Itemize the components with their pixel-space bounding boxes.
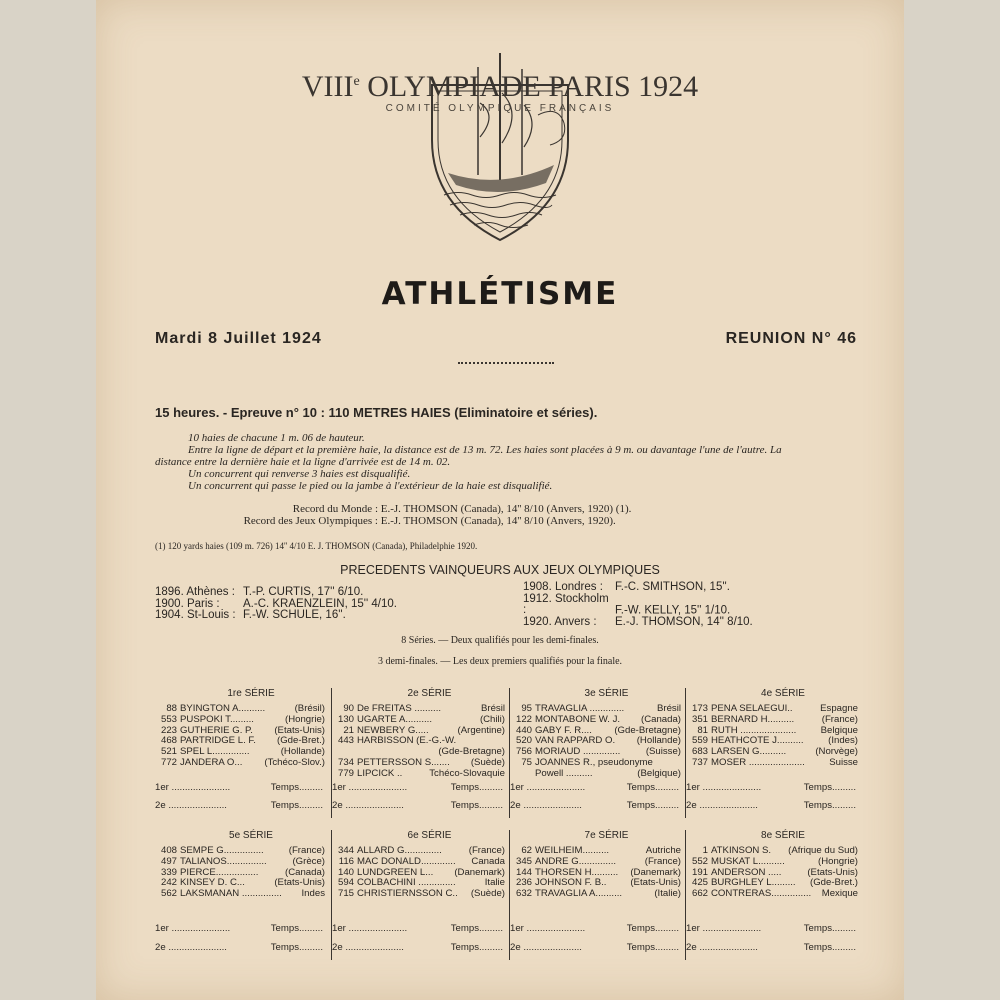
place-label: 1er ...................... — [686, 923, 762, 934]
athlete-name: RUTH ..................... — [711, 725, 797, 736]
athlete-name: TRAVAGLIA A.......... — [535, 889, 623, 900]
place-label: 1er ...................... — [510, 782, 586, 793]
bib-number: 520 — [515, 736, 532, 747]
result-first-line — [155, 923, 323, 934]
precedent-winner: A.-C. KRAENZLEIN, 15'' 4/10. — [243, 597, 397, 610]
series-entry — [334, 769, 505, 780]
bib-number: 351 — [691, 714, 708, 725]
athlete-name: SEMPE G............... — [180, 846, 264, 856]
athlete-name: BERNARD H.......... — [711, 714, 795, 725]
athlete-nation: Belgique — [820, 725, 858, 736]
series-title: 7e SÉRIE — [584, 830, 629, 841]
record-row — [155, 503, 860, 515]
series-entry — [688, 857, 858, 868]
olympiad-suffix: e — [353, 74, 360, 89]
result-first-line — [510, 782, 679, 793]
athlete-nation: (Gde-Bretagne) — [438, 747, 505, 758]
record-value: E.-J. THOMSON (Canada), 14'' 8/10 (Anvers, 1920). — [380, 515, 616, 527]
athlete-name: PENA SELAEGUI.. — [711, 704, 793, 714]
bib-number: 553 — [160, 714, 177, 725]
time-label: Temps......... — [803, 942, 856, 953]
event-rules — [155, 432, 860, 492]
athlete-nation: (Argentine) — [457, 725, 505, 736]
event-heading: 15 heures. - Epreuve n° 10 : 110 METRES HAIES (Eliminatoire et séries). — [155, 405, 598, 420]
athlete-name: KINSEY D. C... — [180, 878, 245, 889]
series-entry — [512, 736, 681, 747]
series-entry — [157, 868, 325, 879]
precedent-winner: E.-J. THOMSON, 14'' 8/10. — [615, 615, 753, 628]
result-first-line — [332, 923, 503, 934]
athlete-name: PARTRIDGE L. F. — [180, 736, 256, 747]
bib-number: 683 — [691, 747, 708, 758]
bib-number: 425 — [691, 878, 708, 889]
series-entry — [157, 878, 325, 889]
athlete-nation: (Gde-Bretagne) — [614, 725, 681, 736]
bib-number: 173 — [691, 704, 708, 714]
precedent-year: 1912. Stockholm : — [523, 592, 609, 616]
place-label: 2e ...................... — [155, 800, 227, 811]
series-entry — [334, 889, 505, 900]
result-first-line — [510, 923, 679, 934]
place-label: 1er ...................... — [155, 923, 231, 934]
series-entry — [157, 726, 325, 737]
athlete-nation: (France) — [644, 856, 681, 867]
athlete-nation: Brésil — [481, 704, 505, 714]
time-label: Temps......... — [626, 923, 679, 934]
bib-number: 440 — [515, 725, 532, 736]
athlete-name: De FREITAS .......... — [357, 704, 442, 714]
precedent-row — [155, 610, 397, 622]
time-label: Temps......... — [803, 782, 856, 793]
precedent-year: 1904. St-Louis : — [155, 609, 236, 621]
bib-number: 594 — [337, 878, 354, 889]
bib-number: 21 — [343, 725, 354, 736]
place-label: 1er ...................... — [332, 923, 408, 934]
bib-number: 95 — [521, 704, 532, 714]
precedent-year: 1920. Anvers : — [523, 615, 597, 628]
athlete-nation: (Brésil) — [294, 704, 325, 714]
athlete-name: ALLARD G.............. — [357, 846, 442, 856]
athlete-nation: Autriche — [645, 846, 681, 856]
bib-number: 236 — [515, 878, 532, 889]
series-entry — [334, 846, 505, 857]
series-title: 5e SÉRIE — [229, 830, 273, 841]
athlete-nation: (Suède) — [470, 889, 505, 900]
series-column — [509, 830, 683, 960]
place-label: 2e ...................... — [510, 800, 582, 811]
bib-number: 144 — [515, 867, 532, 878]
time-label: Temps......... — [450, 942, 503, 953]
series-entry — [157, 889, 325, 900]
bib-number: 715 — [337, 889, 354, 900]
series-note: 3 demi-finales. — Les deux premiers qualifiés pour la finale. — [377, 656, 623, 667]
olympiad-header — [96, 70, 904, 104]
athlete-name: MOSER ..................... — [711, 757, 805, 768]
bib-number: 562 — [160, 889, 177, 900]
series-entry — [688, 726, 858, 737]
series-entry — [334, 715, 505, 726]
bib-number: 408 — [160, 846, 177, 856]
result-second-line — [155, 800, 323, 811]
series-title: 1re SÉRIE — [227, 688, 275, 699]
athlete-nation: (France) — [821, 714, 858, 725]
reunion-number: REUNION N° 46 — [725, 330, 857, 347]
athlete-name: ANDRE G.............. — [535, 856, 617, 867]
precedents-left — [155, 587, 397, 622]
athlete-nation: Canada — [471, 856, 505, 867]
rule-line: Un concurrent qui passe le pied ou la jambe à l'extérieur de la haie est disqualifié. — [188, 480, 553, 492]
time-label: Temps......... — [626, 942, 679, 953]
rule-line: Un concurrent qui renverse 3 haies est disqualifié. — [188, 468, 411, 480]
time-label: Temps......... — [270, 782, 323, 793]
series-entry — [157, 857, 325, 868]
precedent-row — [523, 582, 753, 594]
series-entry — [512, 726, 681, 737]
athlete-name: COLBACHINI .............. — [357, 878, 456, 889]
athlete-name: PETTERSSON S....... — [357, 757, 450, 768]
athlete-name: MONTABONE W. J. — [535, 714, 621, 725]
bib-number: 468 — [160, 736, 177, 747]
athlete-nation: (Chili) — [479, 714, 505, 725]
bib-number: 90 — [343, 704, 354, 714]
series-title: 2e SÉRIE — [407, 688, 452, 699]
bib-number: 242 — [160, 878, 177, 889]
series-entry — [334, 726, 505, 737]
place-label: 2e ...................... — [332, 942, 404, 953]
series-entry — [334, 878, 505, 889]
athlete-name: JOANNES R., pseudonyme — [535, 757, 653, 768]
athlete-name: BYINGTON A.......... — [180, 704, 266, 714]
precedent-row — [523, 617, 753, 629]
bib-number: 140 — [337, 867, 354, 878]
records-block — [155, 503, 860, 527]
result-second-line — [686, 942, 856, 953]
bib-number: 130 — [337, 714, 354, 725]
series-column — [331, 688, 507, 818]
athlete-nation: (Hollande) — [636, 736, 681, 747]
series-column — [685, 830, 860, 960]
athlete-name: GABY F. R.... — [535, 725, 592, 736]
series-entry — [157, 846, 325, 857]
time-label: Temps......... — [450, 800, 503, 811]
athlete-name: ANDERSON ..... — [711, 867, 782, 878]
athlete-nation: (Gde-Bret.) — [810, 878, 858, 889]
time-label: Temps......... — [270, 923, 323, 934]
series-title: 4e SÉRIE — [761, 688, 805, 699]
athlete-nation: Mexique — [821, 889, 858, 900]
precedent-winner: T.-P. CURTIS, 17'' 6/10. — [243, 586, 364, 598]
athlete-nation: (Canada) — [285, 867, 325, 878]
bib-number: 734 — [337, 757, 354, 768]
time-label: Temps......... — [626, 782, 679, 793]
bib-number: 779 — [337, 768, 354, 779]
bib-number: 81 — [697, 725, 708, 736]
bib-number: 122 — [515, 714, 532, 725]
record-label: Record des Jeux Olympiques : — [243, 515, 378, 527]
athlete-name: PIERCE................ — [180, 867, 259, 878]
series-entry — [512, 878, 681, 889]
result-first-line — [686, 782, 856, 793]
bib-number: 345 — [515, 856, 532, 867]
precedents-right — [523, 582, 753, 628]
precedent-year: 1896. Athènes : — [155, 586, 235, 598]
record-row — [155, 515, 860, 527]
place-label: 2e ...................... — [155, 942, 227, 953]
series-entry — [512, 715, 681, 726]
athlete-nation: (Hongrie) — [285, 714, 325, 725]
athlete-nation: (Indes) — [828, 736, 858, 747]
athlete-nation: (Suisse) — [645, 747, 681, 758]
series-entry — [334, 747, 505, 758]
place-label: 2e ...................... — [686, 800, 758, 811]
athlete-name: NEWBERY G..... — [357, 725, 429, 736]
athlete-name: TRAVAGLIA ............. — [535, 704, 625, 714]
bib-number: 443 — [337, 736, 354, 747]
series-entry — [688, 846, 858, 857]
precedent-winner: F.-W. KELLY, 15'' 1/10. — [615, 604, 731, 616]
footnote: (1) 120 yards haies (109 m. 726) 14'' 4/10 E. J. THOMSON (Canada), Philadelphie 1920. — [155, 541, 478, 551]
series-entry — [334, 857, 505, 868]
result-first-line — [686, 923, 856, 934]
athlete-nation: (Etats-Unis) — [274, 725, 325, 736]
athlete-nation: (Canada) — [641, 714, 681, 725]
rule-line: Entre la ligne de départ et la première haie, la distance est de 13 m. 72. Les haies sont placées à 9 m. ou davantage l'une de l'autre. La — [188, 444, 782, 456]
series-entry — [334, 868, 505, 879]
bib-number: 339 — [160, 867, 177, 878]
record-label: Record du Monde : — [292, 503, 378, 515]
series-entry — [512, 889, 681, 900]
series-entry — [512, 704, 681, 715]
athlete-name: MAC DONALD............. — [357, 856, 456, 867]
athlete-name: LIPCICK .. — [357, 768, 403, 779]
athlete-name: THORSEN H.......... — [535, 867, 619, 878]
series-entry — [688, 758, 858, 769]
series-entry — [334, 736, 505, 747]
athlete-nation: (France) — [468, 846, 505, 856]
bib-number: 116 — [338, 856, 354, 867]
bib-number: 62 — [521, 846, 532, 856]
series-row-2 — [155, 830, 860, 960]
divider — [458, 362, 554, 368]
series-row-1 — [155, 688, 860, 818]
bib-number: 88 — [166, 704, 177, 714]
bib-number: 737 — [691, 757, 708, 768]
series-title: 3e SÉRIE — [584, 688, 629, 699]
result-second-line — [332, 942, 503, 953]
athlete-nation: (Grèce) — [292, 856, 325, 867]
series-entry — [512, 868, 681, 879]
result-first-line — [155, 782, 323, 793]
place-label: 1er ...................... — [155, 782, 231, 793]
athlete-name: BURGHLEY L......... — [711, 878, 796, 889]
series-column — [685, 688, 860, 818]
athlete-name: Powell .......... — [535, 768, 593, 779]
record-value: E.-J. THOMSON (Canada), 14'' 8/10 (Anvers, 1920) (1). — [380, 503, 632, 515]
series-entry — [157, 715, 325, 726]
athlete-name: HEATHCOTE J.......... — [711, 736, 804, 747]
result-second-line — [686, 800, 856, 811]
bib-number: 521 — [160, 747, 177, 758]
athlete-nation: (France) — [288, 846, 325, 856]
series-entry — [688, 878, 858, 889]
athlete-nation: Espagne — [820, 704, 858, 714]
series-entry — [157, 736, 325, 747]
athlete-nation: Italie — [484, 878, 505, 889]
meeting-date: Mardi 8 Juillet 1924 — [155, 330, 322, 347]
series-title: 8e SÉRIE — [761, 830, 805, 841]
time-label: Temps......... — [626, 800, 679, 811]
result-second-line — [155, 942, 323, 953]
bib-number: 772 — [160, 757, 177, 768]
athlete-nation: (Danemark) — [630, 867, 681, 878]
precedent-year: 1908. Londres : — [523, 581, 603, 593]
bib-number: 552 — [691, 856, 708, 867]
athlete-name: CHRISTIERNSSON C.. — [357, 889, 458, 900]
athlete-name: GUTHERIE G. P. — [180, 725, 253, 736]
time-label: Temps......... — [270, 800, 323, 811]
series-entry — [157, 747, 325, 758]
place-label: 1er ...................... — [510, 923, 586, 934]
athlete-name: LUNDGREEN L... — [357, 867, 434, 878]
comite-subtitle: COMITÉ OLYMPIQUE FRANÇAIS — [385, 103, 615, 114]
series-entry — [688, 704, 858, 715]
athlete-nation: (Tchéco-Slov.) — [264, 757, 325, 768]
bib-number: 1 — [702, 846, 708, 856]
olympiad-title-rest: OLYMPIADE PARIS 1924 — [359, 70, 699, 103]
athlete-nation: (Etats-Unis) — [274, 878, 325, 889]
series-entry — [512, 747, 681, 758]
athlete-name: WEILHEIM.......... — [535, 846, 610, 856]
athlete-name: UGARTE A.......... — [357, 714, 432, 725]
result-first-line — [332, 782, 503, 793]
series-entry — [157, 704, 325, 715]
series-entry — [688, 715, 858, 726]
bib-number: 662 — [691, 889, 708, 900]
athlete-name: HARBISSON (E.-G.-W. — [357, 736, 457, 747]
precedents-title: PRECEDENTS VAINQUEURS AUX JEUX OLYMPIQUES — [340, 563, 660, 577]
athlete-nation: (Suède) — [470, 757, 505, 768]
series-column — [155, 830, 327, 960]
athlete-nation: (Italie) — [654, 889, 681, 900]
precedent-winner: F.-C. SMITHSON, 15''. — [615, 581, 730, 593]
rule-line: 10 haies de chacune 1 m. 06 de hauteur. — [188, 432, 365, 444]
athlete-nation: Tchéco-Slovaquie — [429, 768, 505, 779]
series-column — [509, 688, 683, 818]
place-label: 2e ...................... — [686, 942, 758, 953]
time-label: Temps......... — [803, 923, 856, 934]
athlete-nation: (Etats-Unis) — [630, 878, 681, 889]
series-column — [155, 688, 327, 818]
rule-line: distance entre la dernière haie et la ligne d'arrivée est de 14 m. 02. — [155, 456, 451, 468]
athlete-nation: (Hongrie) — [818, 856, 858, 867]
athlete-nation: Brésil — [657, 704, 681, 714]
place-label: 1er ...................... — [332, 782, 408, 793]
athlete-nation: (Danemark) — [454, 867, 505, 878]
time-label: Temps......... — [803, 800, 856, 811]
series-column — [331, 830, 507, 960]
series-entry — [688, 747, 858, 758]
result-second-line — [510, 942, 679, 953]
bib-number: 632 — [515, 889, 532, 900]
athlete-nation: (Belgique) — [637, 768, 681, 779]
series-entry — [157, 758, 325, 769]
bib-number: 344 — [337, 846, 354, 856]
olympiad-number: VIII — [301, 70, 354, 103]
series-entry — [512, 769, 681, 780]
series-entry — [334, 758, 505, 769]
page-title: ATHLÉTISME — [381, 276, 619, 312]
athlete-name: LARSEN G.......... — [711, 747, 787, 758]
result-second-line — [510, 800, 679, 811]
series-entry — [688, 868, 858, 879]
athlete-name: MUSKAT L.......... — [711, 856, 785, 867]
athlete-name: PUSPOKI T......... — [180, 714, 254, 725]
series-title: 6e SÉRIE — [407, 830, 452, 841]
series-entry — [688, 736, 858, 747]
athlete-nation: (Gde-Bret.) — [277, 736, 325, 747]
result-second-line — [332, 800, 503, 811]
athlete-name: JOHNSON F. B.. — [535, 878, 607, 889]
series-entry — [334, 704, 505, 715]
series-note: 8 Séries. — Deux qualifiés pour les demi-finales. — [401, 635, 599, 646]
bib-number: 559 — [691, 736, 708, 747]
time-label: Temps......... — [450, 782, 503, 793]
series-entry — [512, 857, 681, 868]
bib-number: 756 — [515, 747, 532, 758]
athlete-nation: (Etats-Unis) — [807, 867, 858, 878]
place-label: 2e ...................... — [332, 800, 404, 811]
athlete-nation: Suisse — [829, 757, 858, 768]
athlete-name: ATKINSON S. — [711, 846, 772, 856]
series-entry — [512, 758, 681, 769]
place-label: 2e ...................... — [510, 942, 582, 953]
precedent-winner: F.-W. SCHULE, 16''. — [243, 609, 346, 621]
bib-number: 75 — [521, 757, 532, 768]
athlete-nation: (Afrique du Sud) — [788, 846, 858, 856]
precedent-year: 1900. Paris : — [155, 597, 220, 610]
athlete-name: TALIANOS............... — [180, 856, 267, 867]
athlete-nation: (Norvège) — [815, 747, 858, 758]
series-entry — [688, 889, 858, 900]
bib-number: 497 — [160, 856, 177, 867]
athlete-nation: (Hollande) — [280, 747, 325, 758]
time-label: Temps......... — [270, 942, 323, 953]
series-entry — [512, 846, 681, 857]
athlete-name: LAKSMANAN ............... — [180, 889, 282, 900]
time-label: Temps......... — [450, 923, 503, 934]
athlete-name: CONTRERAS............... — [711, 889, 812, 900]
athlete-nation: Indes — [301, 889, 325, 900]
athlete-name: JANDERA O... — [180, 757, 243, 768]
athlete-name: SPEL L.............. — [180, 747, 250, 758]
athlete-name: MORIAUD .............. — [535, 747, 621, 758]
athlete-name: VAN RAPPARD O. — [535, 736, 616, 747]
precedent-row — [523, 594, 753, 617]
bib-number: 223 — [160, 725, 177, 736]
place-label: 1er ...................... — [686, 782, 762, 793]
bib-number: 191 — [691, 867, 708, 878]
